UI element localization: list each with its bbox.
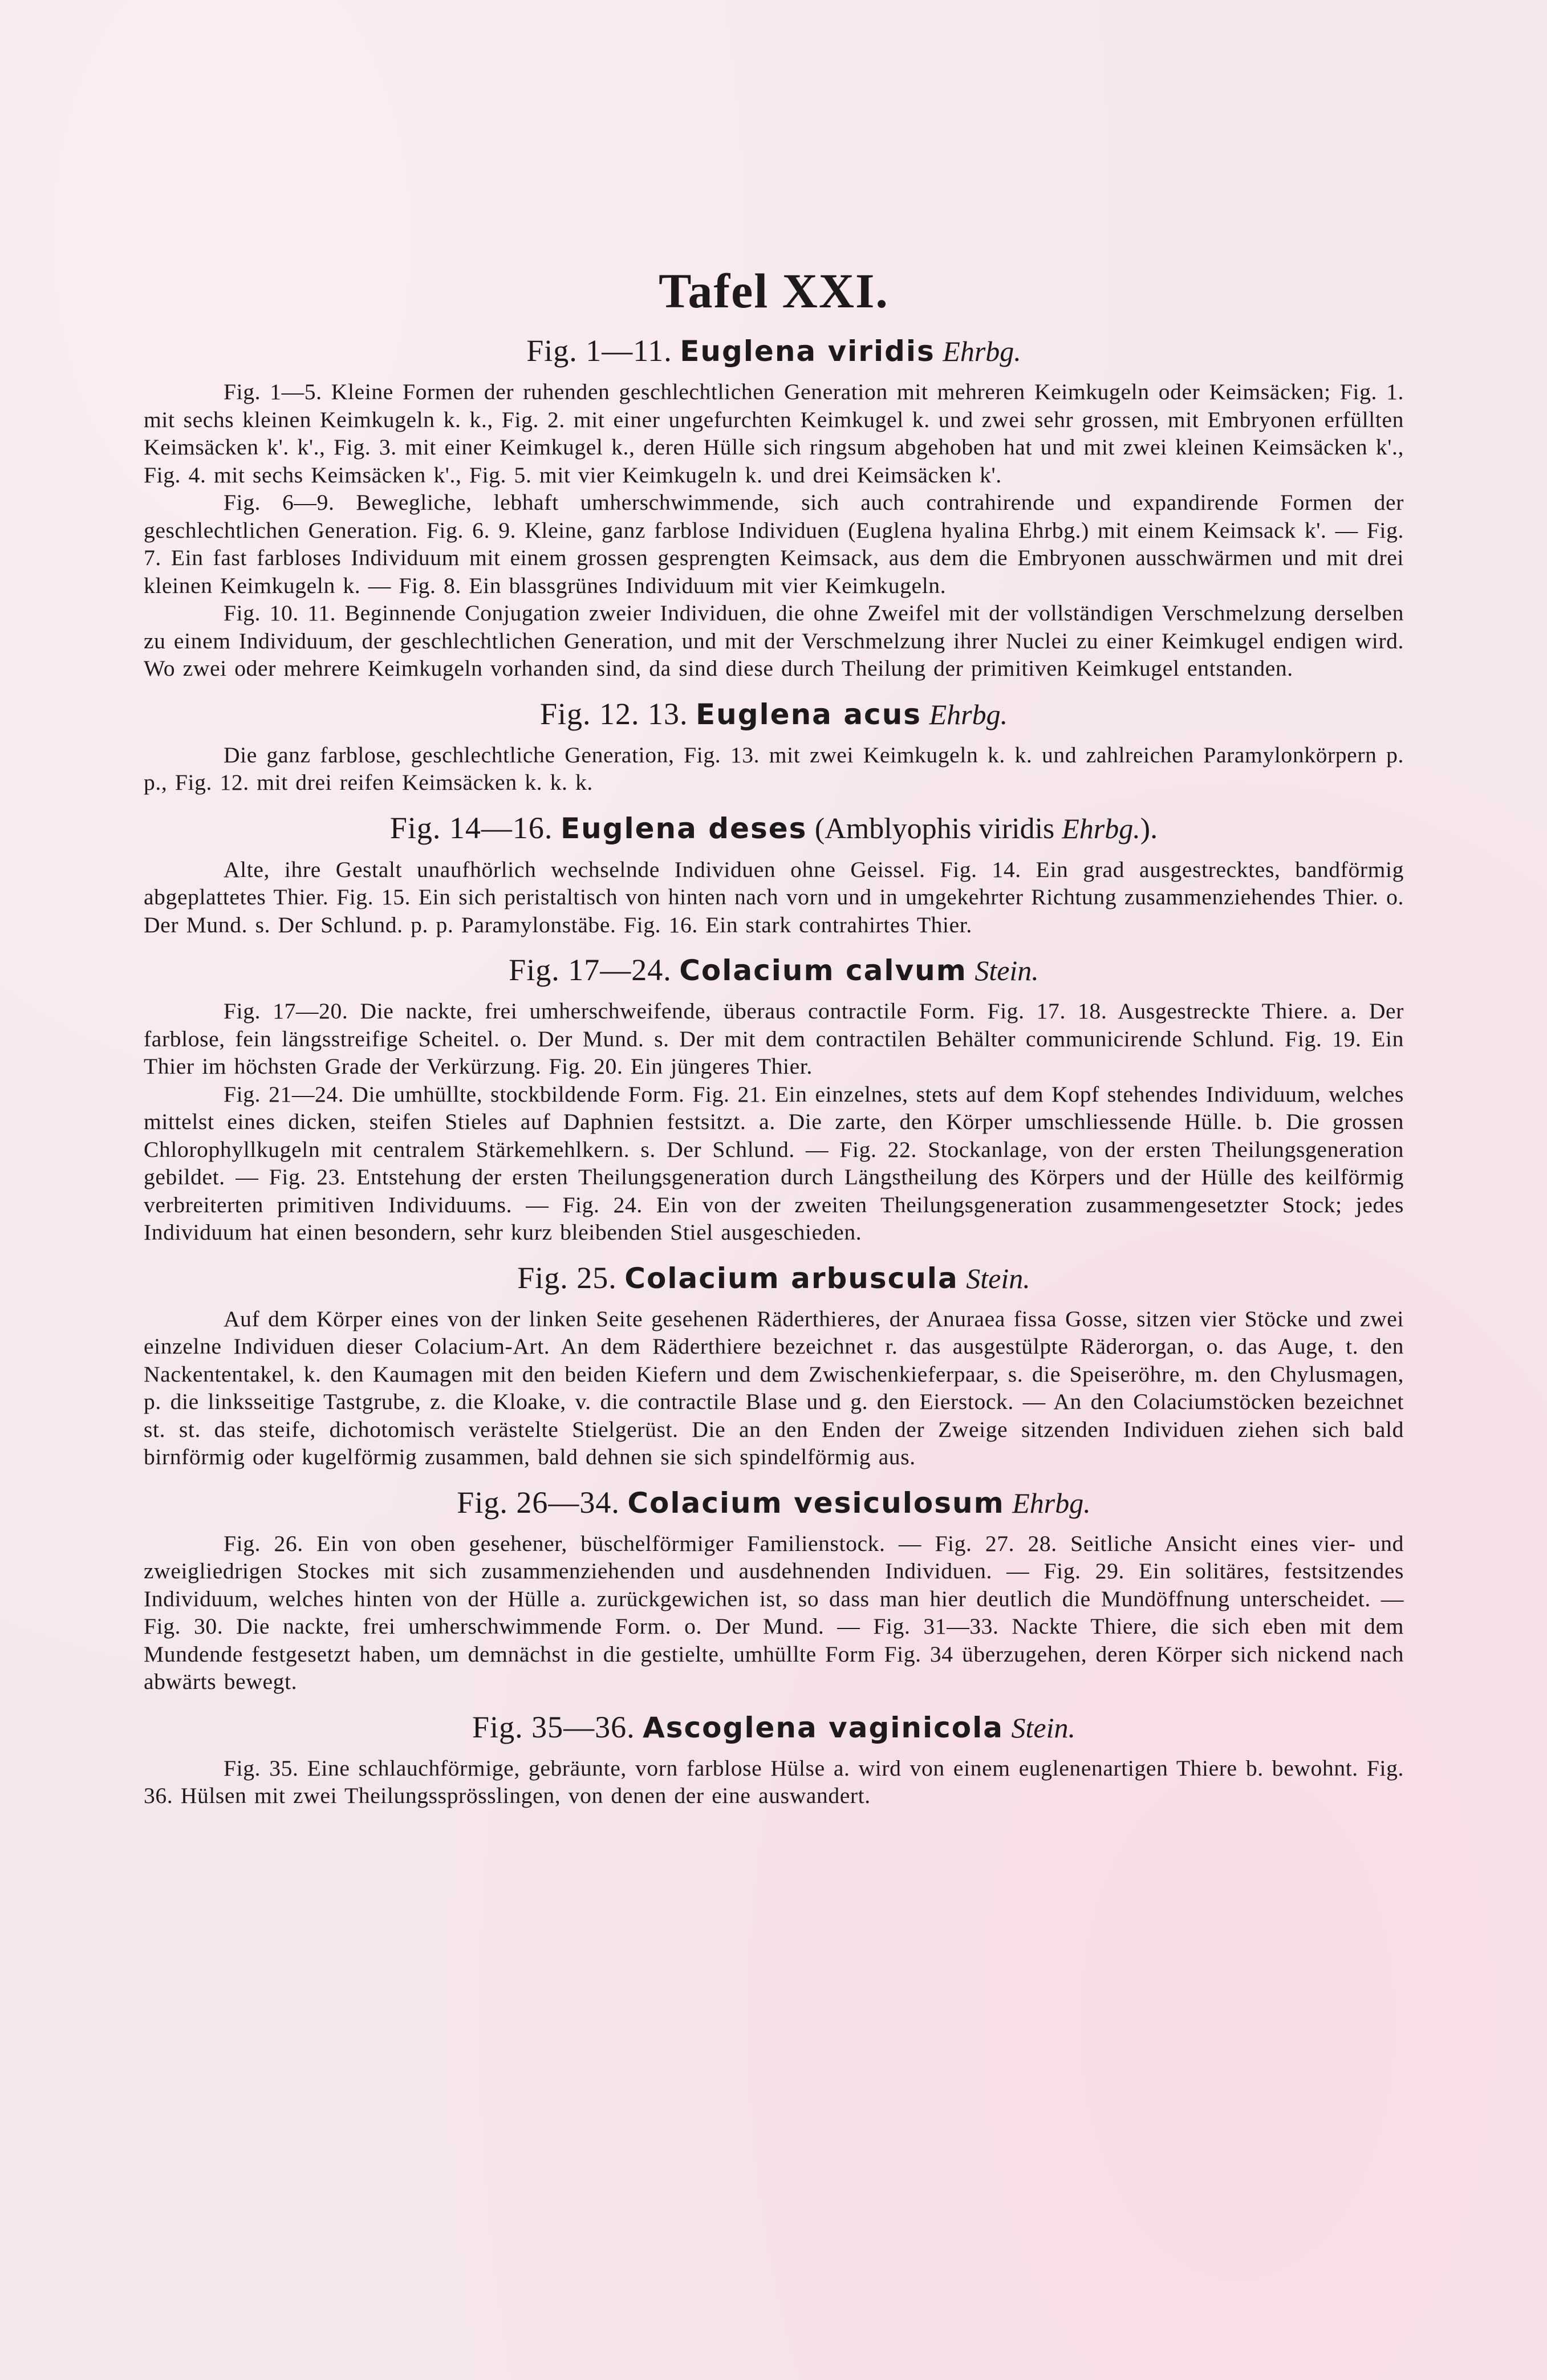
paragraph: Fig. 10. 11. Beginnende Conjugation zweier Individuen, die ohne Zweifel mit der vollständigen Verschmelzung derselben zu einem Individuum, der geschlechtlichen Generation, und mit der Verschmelzung ihrer Nuclei zu einer Keimkugel endigen wird. Wo zwei oder mehrere Keimkugeln vorhanden sind, da sind diese durch Theilung der primitiven Keimkugel entstanden. — [144, 600, 1404, 681]
figure-range: Fig. 35—36. — [472, 1709, 635, 1744]
plate-title: Tafel XXI. — [659, 263, 889, 318]
synonym-open: (Amblyophis viridis — [814, 812, 1062, 845]
figure-range: Fig. 14—16. — [389, 810, 553, 845]
section-heading — [144, 809, 1404, 848]
paragraph: Fig. 35. Eine schlauchförmige, gebräunte, vorn farblose Hülse a. wird von einem euglenenartigen Thiere b. bewohnt. Fig. 36. Hülsen mit zwei Theilungssprösslingen, von denen der eine auswandert. — [144, 1755, 1404, 1808]
section-colacium-arbuscula — [144, 1259, 1404, 1471]
species-author: Ehrbg. — [1012, 1487, 1091, 1519]
section-heading — [144, 332, 1404, 370]
paragraph: Fig. 17—20. Die nackte, frei umherschweifende, überaus contractile Form. Fig. 17. 18. Ausgestreckte Thiere. a. Der farblose, fein längsstreifige Scheitel. o. Der Mund. s. Der mit dem contractilen Behälter communicirende Schlund. Fig. 19. Ein Thier im höchsten Grade der Verkürzung. Fig. 20. Ein jüngeres Thier. — [144, 998, 1404, 1079]
synonym-close: ). — [1140, 812, 1158, 845]
plate-description — [144, 262, 1404, 1822]
synonym-author: Ehrbg. — [1062, 812, 1140, 844]
species-name: Euglena acus — [695, 697, 922, 731]
section-heading — [144, 695, 1404, 733]
paragraph: Fig. 21—24. Die umhüllte, stockbildende Form. Fig. 21. Ein einzelnes, stets auf dem Kopf stehendes Individuum, welches mittelst eines dicken, steifen Stieles auf Daphnien festsitzt. a. Die zarte, den Körper umschliessende Hülle. b. Die grossen Chlorophyllkugeln mit centralem Stärkemehlkern. s. Der Schlund. — Fig. 22. Stockanlage, von der ersten Theilungsgeneration gebildet. — Fig. 23. Entstehung der ersten Theilungsgeneration durch Längstheilung des Körpers und der Hülle des keilförmig verbreiterten primitiven Individuums. — Fig. 24. Ein von der zweiten Theilungsgeneration zusammengesetzter Stock; jedes Individuum hat einen besondern, sehr kurz bleibenden Stiel ausgeschieden. — [144, 1081, 1404, 1245]
species-author: Stein. — [1011, 1711, 1075, 1744]
species-name: Ascoglena vaginicola — [643, 1711, 1004, 1744]
figure-range: Fig. 26—34. — [457, 1485, 620, 1520]
section-euglena-deses — [144, 809, 1404, 939]
section-heading — [144, 1259, 1404, 1297]
section-colacium-vesiculosum — [144, 1484, 1404, 1696]
paragraph: Fig. 6—9. Bewegliche, lebhaft umherschwimmende, sich auch contrahirende und expandirende Formen der geschlechtlichen Generation. Fig. 6. 9. Kleine, ganz farblose Individuen (Euglena hyalina Ehrbg.) mit einem Keimsack k'. — Fig. 7. Ein fast farbloses Individuum mit einem grossen gesprengten Keimsack, aus dem die Embryonen ausschwärmen und mit drei kleinen Keimkugeln k. — Fig. 8. Ein blassgrünes Individuum mit vier Keimkugeln. — [144, 490, 1404, 598]
section-ascoglena-vaginicola — [144, 1708, 1404, 1810]
section-heading — [144, 1708, 1404, 1747]
species-name: Euglena deses — [560, 811, 807, 845]
species-author: Stein. — [975, 955, 1039, 986]
species-name: Colacium arbuscula — [624, 1261, 959, 1295]
species-author: Ehrbg. — [929, 698, 1008, 730]
species-name: Euglena viridis — [680, 335, 935, 368]
paragraph: Alte, ihre Gestalt unaufhörlich wechselnde Individuen ohne Geissel. Fig. 14. Ein grad ausgestrecktes, bandförmig abgeplattetes Thier. Fig. 15. Ein sich peristaltisch von hinten nach vorn und in umgekehrter Richtung zusammenziehendes Thier. o. Der Mund. s. Der Schlund. p. p. Paramylonstäbe. Fig. 16. Ein stark contrahirtes Thier. — [144, 856, 1404, 937]
section-colacium-calvum — [144, 951, 1404, 1246]
species-author: Ehrbg. — [943, 335, 1021, 367]
figure-range: Fig. 17—24. — [509, 953, 672, 987]
section-heading — [144, 951, 1404, 989]
section-euglena-acus — [144, 695, 1404, 797]
section-euglena-viridis — [144, 332, 1404, 683]
figure-range: Fig. 1—11. — [526, 334, 672, 368]
species-name: Colacium vesiculosum — [627, 1486, 1005, 1520]
paragraph: Die ganz farblose, geschlechtliche Generation, Fig. 13. mit zwei Keimkugeln k. k. und zahlreichen Paramylonkörpern p. p., Fig. 12. mit drei reifen Keimsäcken k. k. k. — [144, 742, 1404, 795]
figure-range: Fig. 25. — [517, 1260, 617, 1295]
paragraph: Fig. 26. Ein von oben gesehener, büschelförmiger Familienstock. — Fig. 27. 28. Seitliche Ansicht eines vier- und zweigliedrigen Stockes mit sich zusammenziehenden und ausdehnenden Individuen. — Fig. 29. Ein solitäres, festsitzendes Individuum, welches hinten von der Hülle a. zurückgewichen ist, so dass man hier deutlich die Mundöffnung unterscheidet. — Fig. 30. Die nackte, frei umherschwimmende Form. o. Der Mund. — Fig. 31—33. Nackte Thiere, die sich eben mit dem Mundende festgesetzt haben, um demnächst in die gestielte, umhüllte Form Fig. 34 überzugehen, deren Körper sich nickend nach abwärts bewegt. — [144, 1530, 1404, 1694]
species-author: Stein. — [966, 1262, 1030, 1294]
paragraph: Fig. 1—5. Kleine Formen der ruhenden geschlechtlichen Generation mit mehreren Keimkugeln oder Keimsäcken; Fig. 1. mit sechs kleinen Keimkugeln k. k., Fig. 2. mit einer ungefurchten Keimkugel k. und zwei sehr grossen, mit Embryonen erfüllten Keimsäcken k'. k'., Fig. 3. mit einer Keimkugel k., deren Hülle sich ringsum abgehoben hat und mit zwei kleinen Keimsäcken k'., Fig. 4. mit sechs Keimsäcken k'., Fig. 5. mit vier Keimkugeln k. und drei Keimsäcken k'. — [144, 379, 1404, 488]
paragraph: Auf dem Körper eines von der linken Seite gesehenen Räderthieres, der Anuraea fissa Gosse, sitzen vier Stöcke und zwei einzelne Individuen dieser Colacium-Art. An dem Räderthiere bezeichnet r. das ausgestülpte Räderorgan, o. das Auge, t. den Nackententakel, k. den Kaumagen mit den beiden Kiefern und dem Zwischenkieferpaar, s. die Speiseröhre, m. den Chylusmagen, p. die linksseitige Tastgrube, z. die Kloake, v. die contractile Blase und g. den Eierstock. — An den Colaciumstöcken bezeichnet st. st. das steife, dichotomisch verästelte Stielgerüst. Die an den Enden der Zweige sitzenden Individuen ziehen sich bald birnförmig oder kugelförmig zusammen, bald dehnen sie sich spindelförmig aus. — [144, 1306, 1404, 1469]
species-name: Colacium calvum — [679, 954, 967, 987]
figure-range: Fig. 12. 13. — [539, 696, 688, 731]
section-heading — [144, 1484, 1404, 1522]
